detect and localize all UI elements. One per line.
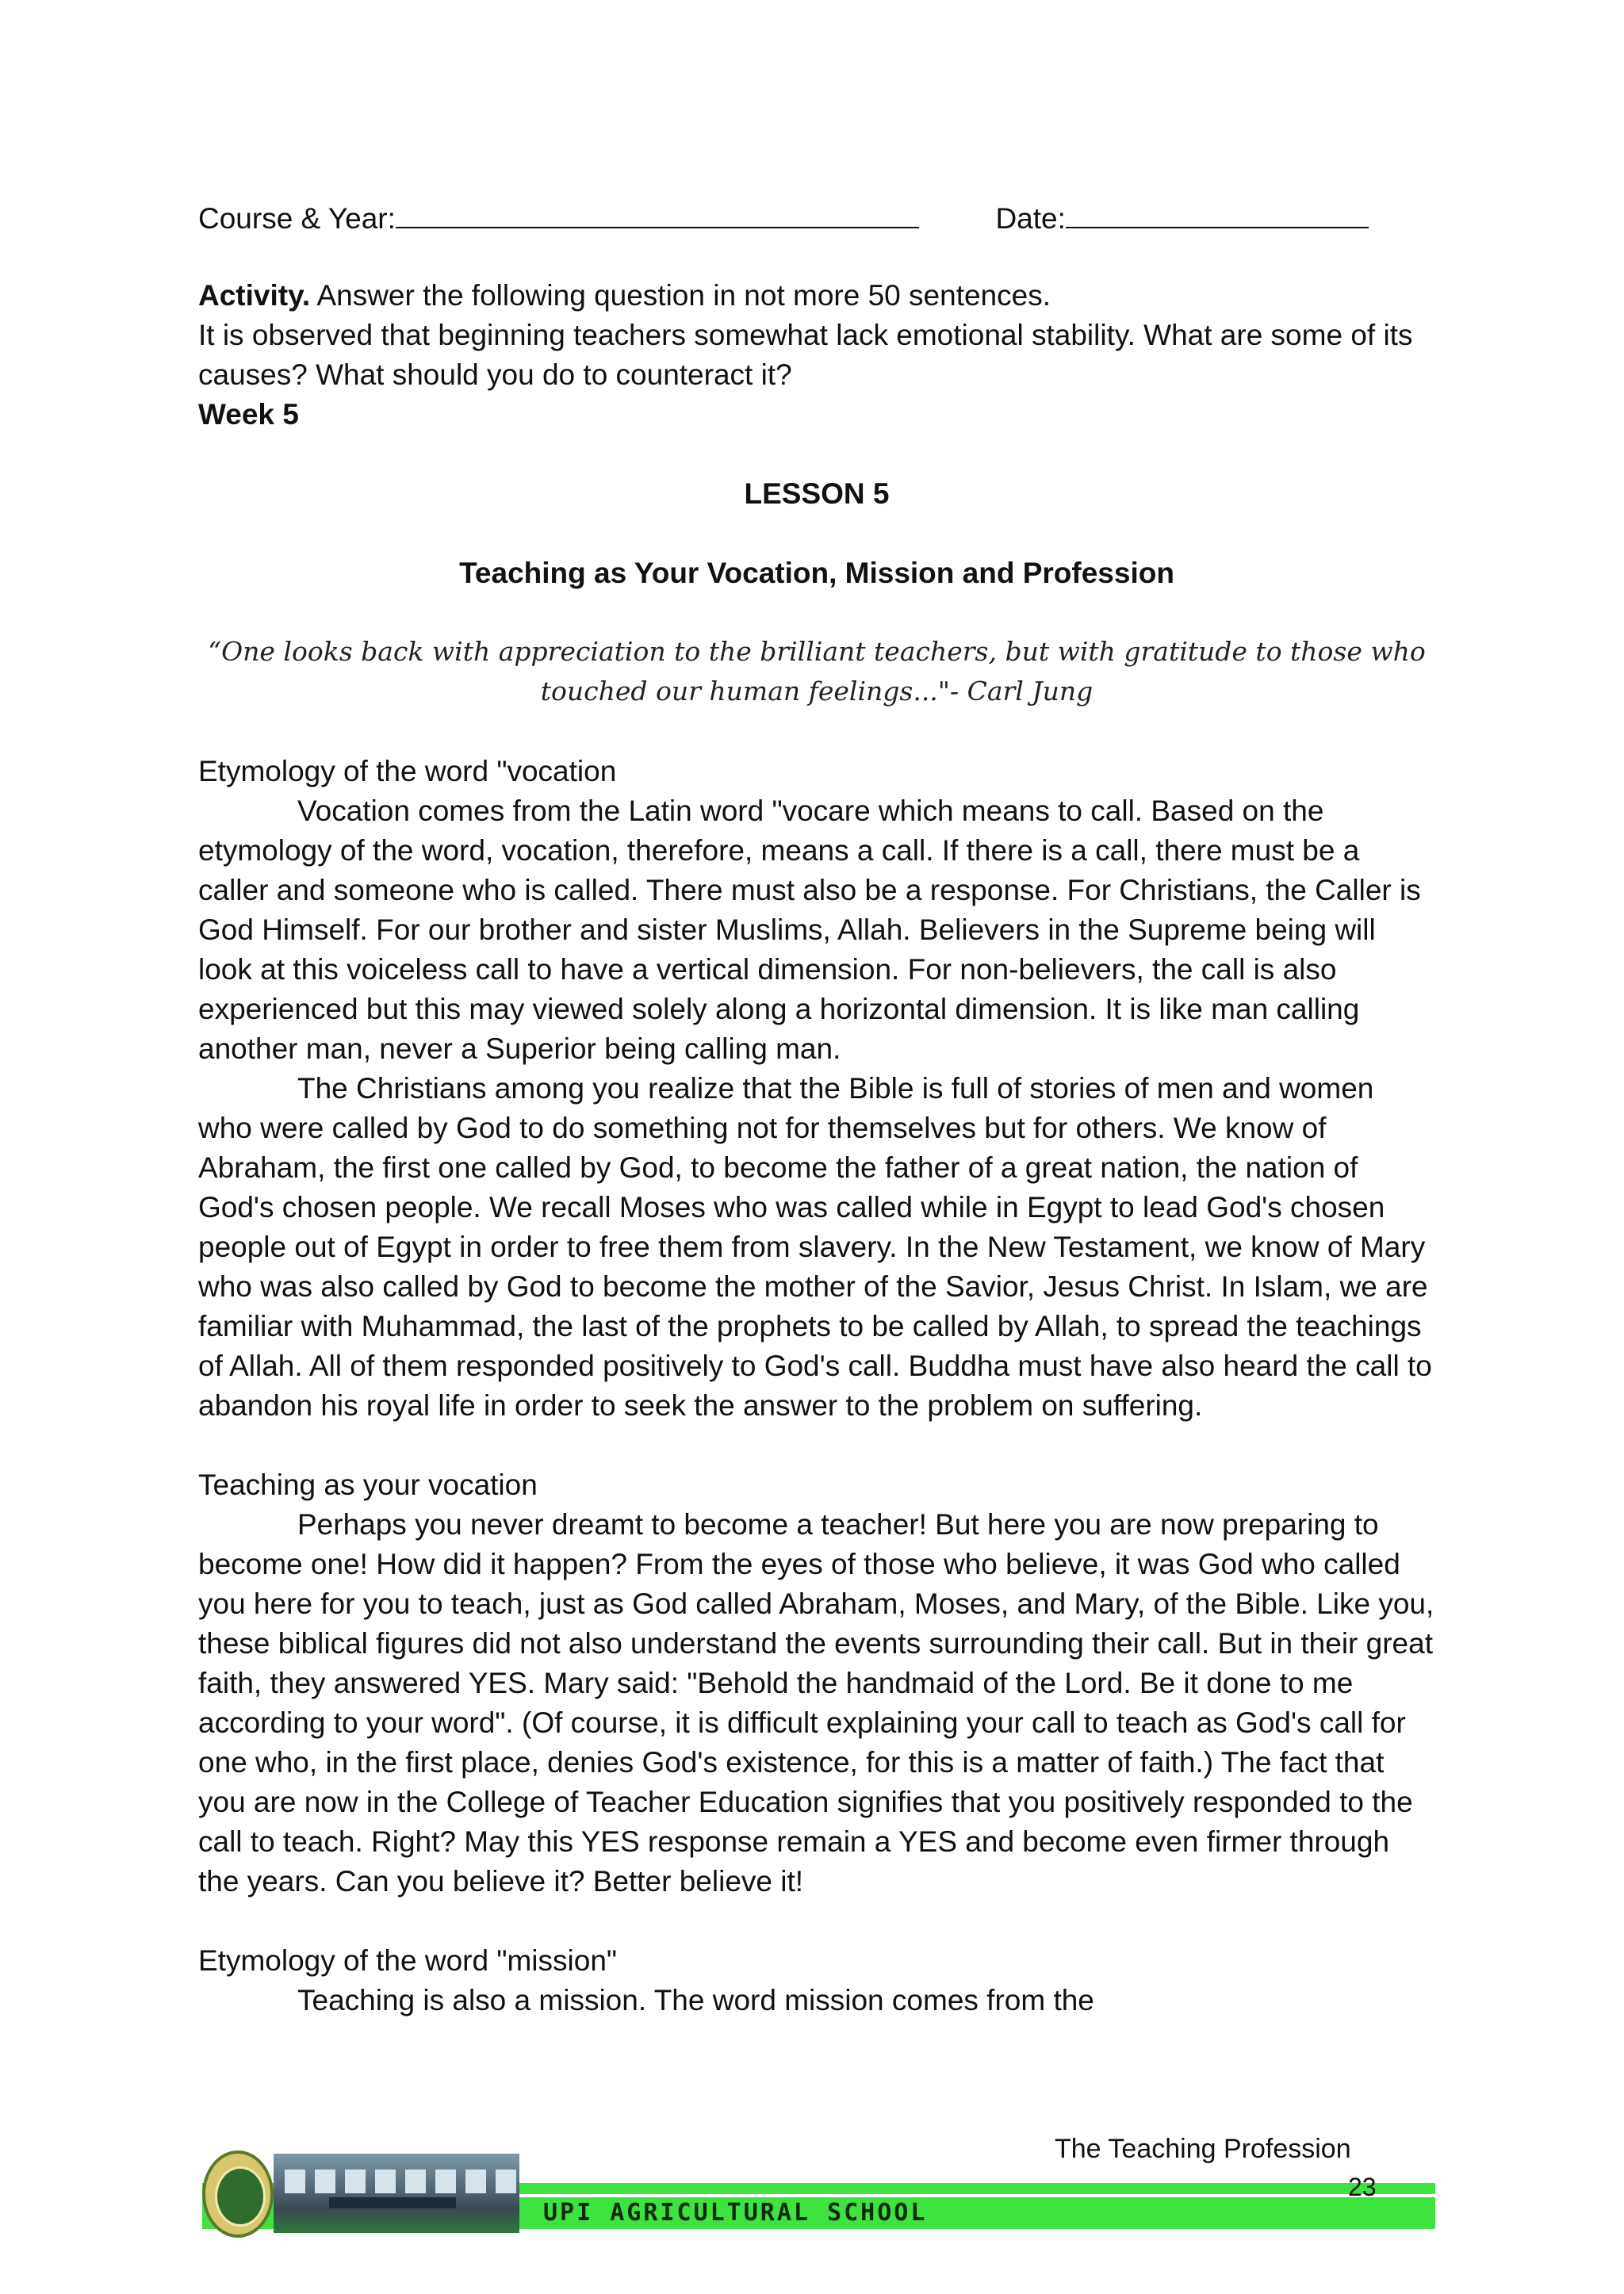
page-number: 23: [1348, 2173, 1377, 2201]
activity-question: It is observed that beginning teachers somewhat lack emotional stability. What are some of its causes? What should you do to counteract it?: [198, 319, 1413, 391]
activity-instruction: Answer the following question in not more 50 sentences.: [310, 279, 1051, 312]
school-seal-icon: [202, 2150, 274, 2238]
body-paragraph: Teaching is also a mission. The word mission comes from the: [297, 1984, 1094, 2016]
course-year-field[interactable]: [396, 197, 919, 228]
header-fields: [198, 197, 1435, 239]
activity-label: Activity.: [198, 279, 311, 312]
lesson-title: Teaching as Your Vocation, Mission and Profession: [459, 557, 1174, 589]
body-paragraph: Perhaps you never dreamt to become a teacher! But here you are now preparing to become one! How did it happen? From the eyes of those who believe, it was God who called you here for you to teach, just as God called Abraham, Moses, and Mary, of the Bible. Like you, these biblical figures did not also understand the events surrounding their call. But in their great faith, they answered YES. Mary said: "Behold the handmaid of the Lord. Be it done to me according to your word". (Of course, it is difficult explaining your call to teach as God's call for one who, in the first place, denies God's existence, for this is a matter of faith.) The fact that you are now in the College of Teacher Education signifies that you positively responded to the call to teach. Right? May this YES response remain a YES and become even firmer through the years. Can you believe it? Better believe it!: [198, 1508, 1434, 1898]
body-paragraph: The Christians among you realize that the Bible is full of stories of men and women who were called by God to do something not for themselves but for others. We know of Abraham, the first one called by God, to become the father of a great nation, the nation of God's chosen people. We recall Moses who was called while in Egypt to lead God's chosen people out of Egypt in order to free them from slavery. In the New Testament, we know of Mary who was also called by God to become the mother of the Savior, Jesus Christ. In Islam, we are familiar with Muhammad, the last of the prophets to be called by Allah, to spread the teachings of Allah. All of them responded positively to God's call. Buddha must have also heard the call to abandon his royal life in order to seek the answer to the problem on suffering.: [198, 1072, 1432, 1422]
date-field[interactable]: [1066, 197, 1369, 228]
footer-book-title: The Teaching Profession: [1055, 2134, 1351, 2164]
body-paragraph: Vocation comes from the Latin word "vocare which means to call. Based on the etymology of the word, vocation, therefore, means a call. If there is a call, there must be a caller and someone who is called. There must also be a response. For Christians, the Caller is God Himself. For our brother and sister Muslims, Allah. Believers in the Supreme being will look at this voiceless call to have a vertical dimension. For non-believers, the call is also experienced but this may viewed solely along a horizontal dimension. It is like man calling another man, never a Superior being calling man.: [198, 795, 1421, 1065]
week-label: Week 5: [198, 398, 299, 431]
section-heading: Etymology of the word "mission": [198, 1944, 618, 1977]
section-heading: Etymology of the word "vocation: [198, 755, 617, 787]
section-heading: Teaching as your vocation: [198, 1469, 538, 1501]
school-building-photo: [274, 2154, 519, 2233]
footer-school-name: UPI AGRICULTURAL SCHOOL: [543, 2199, 928, 2227]
course-year-label: Course & Year:: [198, 202, 396, 235]
lesson-body: [198, 752, 1435, 2020]
activity-block: [198, 276, 1435, 435]
lesson-number: LESSON 5: [744, 477, 890, 510]
date-label: Date:: [995, 202, 1066, 235]
lesson-quote: “One looks back with appreciation to the brilliant teachers, but with gratitude to those who touched our human feelings..."- Carl Jung: [208, 636, 1426, 707]
